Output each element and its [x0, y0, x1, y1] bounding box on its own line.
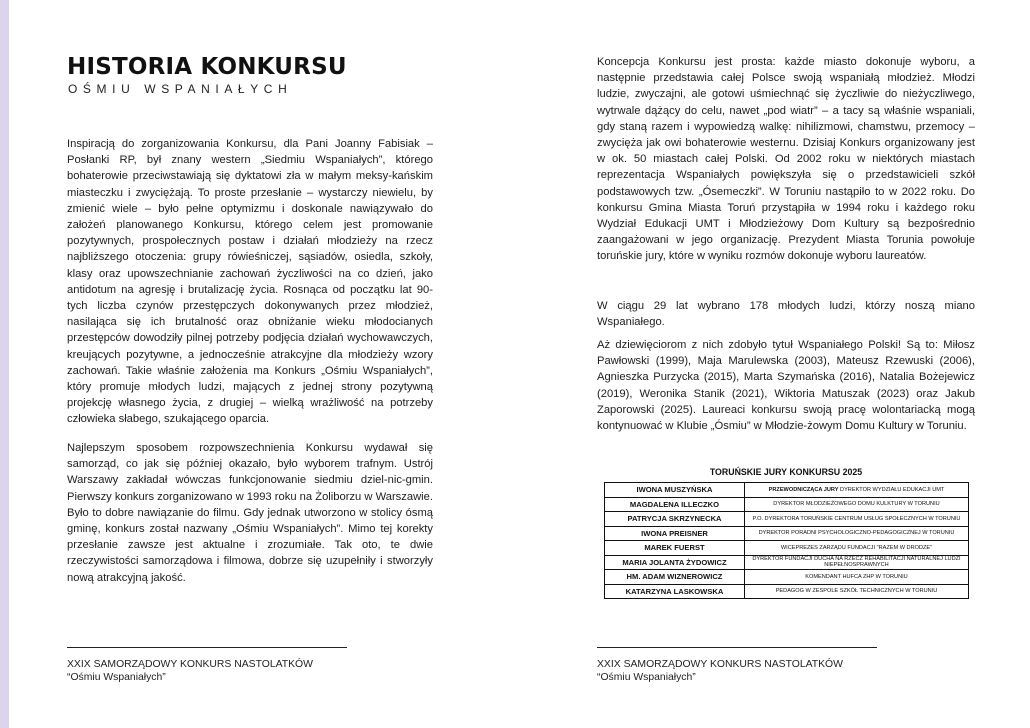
jury-heading: TORUŃSKIE JURY KONKURSU 2025 — [709, 467, 863, 477]
jury-member-role: DYREKTOR PORADNI PSYCHOLOGICZNO-PEDAGOGICZNEJ W TORUNIU — [745, 526, 969, 541]
jury-member-role: KOMENDANT HUFCA ZHP W TORUNIU — [745, 570, 969, 585]
right-paragraph-1: Koncepcja Konkursu jest prosta: każde miasto dokonuje wyboru, a następnie przedstawia całej Polsce swoją wspaniałą młodzież. Młodzi ludzie, zwyczajni, ale gotowi uśmiechnąć się życzliwie do nieżyczliwego, wytrwale dążący do celu, nawet „pod wiatr” – a tacy są właśnie wspaniali, gdy staną razem i wypowiedzą walkę: nihilizmowi, chamstwu, przemocy – zwycięża jak owi bohaterowie westernu. Dzisiaj Konkurs organizowany jest w ok. 50 miastach całej Polski. Od 2002 roku w niektórych miastach reprezentacja Wspaniałych powiększyła się o przedstawicieli szkół podstawowych tzw. „Ósemeczki”. W Toruniu nastąpiło to w 2022 roku. Do konkursu Gmina Miasta Toruń przystąpiła w 1994 roku i każdego roku Wydział Edukacji UMT i Młodzieżowy Dom Kultury są bezpośrednio zaangażowani w jego organizację. Prezydent Miasta Torunia powołuje toruńskie jury, które w wyniku rozmów dokonuje wyboru laureatów. — [597, 56, 975, 263]
right-paragraph-3: Aż dziewięciorom z nich zdobyło tytuł Wspaniałego Polski! Są to: Miłosz Pawłowski (1999), Maja Marulewska (2003), Mateusz Rzewuski (2006), Agnieszka Purzycka (2015), Marta Szymańska (2016), Natalia Bożejewicz (2019), Weronika Stanik (2021), Wiktoria Matuszak (2023) oraz Jakub Zaporowski (2025). Laureaci konkursu swoją pracę wolontariacką mogą kontynuować w Klubie „Ósmiu” w Młodzie-żowym Domu Kultury w Toruniu. — [597, 339, 975, 433]
footer-left-line1: XXIX SAMORZĄDOWY KONKURS NASTOLATKÓW — [67, 659, 313, 670]
jury-member-name: KATARZYNA LASKOWSKA — [605, 584, 745, 599]
footer-right-line2: “Ośmiu Wspaniałych” — [597, 672, 696, 683]
jury-row — [605, 512, 969, 527]
right-paragraph-2: W ciągu 29 lat wybrano 178 młodych ludzi, którzy noszą miano Wspaniałego. — [597, 300, 975, 329]
jury-row — [605, 497, 969, 512]
jury-member-name: PATRYCJA SKRZYNECKA — [605, 512, 745, 527]
footer-divider-right — [597, 647, 877, 648]
jury-member-role: DYREKTOR MŁODZIEŻOWEGO DOMU KULKTURY W TORUNIU — [745, 497, 969, 512]
footer-divider-left — [67, 647, 347, 648]
jury-member-name: IWONA PREISNER — [605, 526, 745, 541]
left-paragraph-1: Inspiracją do zorganizowania Konkursu, dla Pani Joanny Fabisiak – Posłanki RP, był znany western „Siedmiu Wspaniałych”, którego bohaterowie przeciwstawiają się dyktatowi zła w małym meksy-kańskim miasteczku i zwyciężają. To proste przesłanie – wystarczy niewielu, by zmienić wiele – było pełne optymizmu i doskonale nawiązywało do założeń planowanego Konkursu, którego celem jest promowanie pozytywnych, prospołecznych postaw i działań młodzieży na rzecz najbliższego otoczenia: grupy rówieśniczej, sąsiadów, osiedla, szkoły, klasy oraz upowszechnianie zachowań życzliwości na co dzień, jako antidotum na agresję i brutalizację życia. Rosnąca od początku lat 90-tych liczba czynów przestępczych dokonywanych przez młodzież, nasilająca się ich brutalność oraz obniżanie wieku młodocianych przestępców dowodziły pilnej potrzeby podjęcia działań wychowawczych, kreujących pozytywne, a jednocześnie atrakcyjne dla młodzieży wzory zachowań. Takie właśnie założenia ma Konkurs „Ośmiu Wspaniałych”, który promuje młodych ludzi, mających z jednej strony pozytywną projekcję własnego życia, z drugiej – wielką wrażliwość na potrzeby człowieka słabego, szukającego oparcia. — [67, 138, 433, 426]
jury-role-highlight: PRZEWODNICZĄCA JURY — [768, 486, 839, 493]
jury-member-role — [745, 483, 969, 498]
jury-row — [605, 483, 969, 498]
jury-role-text: DYREKTOR WYDZIAŁU EDUKACJI UMT — [838, 486, 945, 493]
jury-member-name: HM. ADAM WIZNEROWICZ — [605, 570, 745, 585]
jury-member-role: PEDAGOG W ZESPOLE SZKÓŁ TECHNICZNYCH W TORUNIU — [745, 584, 969, 599]
jury-member-name: MAGDALENA ILLECZKO — [605, 497, 745, 512]
jury-member-role: WICEPREZES ZARZĄDU FUNDACJI "RAZEM W DRODZE" — [745, 541, 969, 556]
jury-member-name: IWONA MUSZYŃSKA — [605, 483, 745, 498]
jury-row — [605, 555, 969, 570]
footer-right-line1: XXIX SAMORZĄDOWY KONKURS NASTOLATKÓW — [597, 659, 843, 670]
jury-member-role: P.O. DYREKTORA TORUŃSKIE CENTRUM USŁUG SPOŁECZNYCH W TORUNIU — [745, 512, 969, 527]
jury-row — [605, 526, 969, 541]
jury-member-name: MARIA JOLANTA ŻYDOWICZ — [605, 555, 745, 570]
jury-table — [604, 482, 969, 599]
page-title: HISTORIA KONKURSU — [67, 54, 347, 80]
page-subtitle: OŚMIU WSPANIAŁYCH — [68, 82, 293, 96]
jury-row — [605, 570, 969, 585]
left-paragraph-2: Najlepszym sposobem rozpowszechnienia Konkursu wydawał się samorząd, co jak się później okazało, było wyborem trafnym. Ustrój Warszawy zakładał wówczas funkcjonowanie siedmiu dziel-nic-gmin. Pierwszy konkurs zorganizowano w 1993 roku na Żoliborzu w Warszawie. Było to dobre nawiązanie do filmu. Gdy jednak utworzono w stolicy ósmą gminę, konkurs został nazwany „Ośmiu Wspaniałych”. Mimo tej korekty przesłanie zawsze jest aktualne i zrozumiałe. Tak oto, te dwie rzeczywistości samorządowa i filmowa, dobrze się uzupełniły i stworzyły nową atrakcyjną jakość. — [67, 442, 433, 584]
jury-row — [605, 584, 969, 599]
footer-left-line2: “Ośmiu Wspaniałych” — [67, 672, 166, 683]
jury-row — [605, 541, 969, 556]
jury-member-name: MAREK FUERST — [605, 541, 745, 556]
jury-member-role: DYREKTOR FUNDACJI DUCHA NA RZECZ REHABILITACJI NATURALNEJ LUDZI NIEPEŁNOSPRAWNYCH — [745, 555, 969, 570]
accent-side-bar — [0, 0, 9, 728]
